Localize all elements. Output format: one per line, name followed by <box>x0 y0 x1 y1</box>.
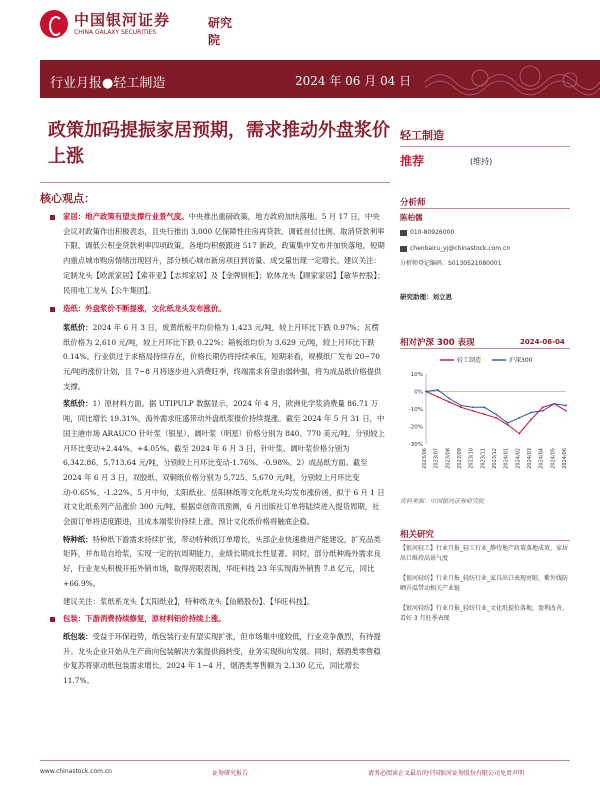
data-point <box>542 406 544 408</box>
home-headline: 家居：地产政策有望支撑行业景气度。 <box>63 212 189 221</box>
data-point <box>460 405 462 407</box>
data-point <box>495 413 497 415</box>
brand-logo <box>40 8 240 47</box>
specialty-label: 特种纸： <box>63 534 93 544</box>
paper-price-para <box>46 321 386 395</box>
packaging-headline: 包装：下游消费持续修复，原材料铝价持续上涨。 <box>63 614 226 624</box>
x-tick-label: 2024/04 <box>538 448 545 469</box>
chart-source: 资料来源：中国银河证券研究院 <box>400 498 485 505</box>
related-item[interactable]: 【银河轻纺】行业月报_轻纺行业_家具出口表现亮眼，紫外线防晒升温带动相关产业链 <box>400 575 569 592</box>
related-item[interactable]: 【银河轻工】行业月报_轻工行业_静待地产政策落地成效，家居出口维持高景气度 <box>400 545 569 562</box>
rating: 推荐 <box>400 154 425 168</box>
rating-status: (维持) <box>470 157 493 166</box>
data-point <box>553 403 555 405</box>
galaxy-logo-icon <box>40 10 68 38</box>
data-point <box>530 412 532 414</box>
x-tick-label: 2023/08 <box>445 448 452 469</box>
y-tick-label: -10% <box>408 407 423 413</box>
pulp-price-text: 1）原材料方面。据 UTIPULP 数据显示，2024 年 4 月，欧洲化学浆消费量 86.71 万吨，同比增长 19.31%，海外需求旺盛带动外盘纸浆报价持续提涨。截至 2024 年 5 月 31 日，中国主港市场 ARAUCO 针叶浆（银星）、阔叶浆（明星）价格分别为 840、770 美元/吨，分别较上月环比变动+2.44%、+4.05%。截至 2024 年 6 月 3 日，针叶浆、阔叶浆价格分别为 6,342.86、5,713.64 元/吨，分别较上月环比变动-1.76%、-0.98%。2）成品纸方面。截至 2024 年 6 月 3 日，双胶纸、双铜纸价格分别为 5,725、5,670 元/吨，分别较上月环比变动-0.65%、-1.22%。5 月中旬，太阳纸业、岳阳林纸等文化纸龙头均发布涨价函，拟于 6 月 1 日对文化纸系列产品涨价 300 元/吨，根据卓创资讯预测，6 月出版社订单将陆续进入提货周期，社会面订单将适度跟进，且成本端浆价持续上涨，预计文化纸价格将触底企稳。 <box>63 399 385 527</box>
report-title: 政策加码提振家居预期，需求推动外盘浆价上涨 <box>48 120 390 167</box>
logo-en: CHINA GALAXY SECURITIES <box>74 29 157 36</box>
footer-center: 证券研究报告 <box>212 770 249 777</box>
x-tick-label: 2024/01 <box>503 448 510 469</box>
x-tick-label: 2023/12 <box>492 448 498 469</box>
report-body <box>46 210 386 689</box>
specialty-paper-para <box>46 533 386 592</box>
x-tick-label: 2023/06 <box>422 448 428 469</box>
specialty-text: 特种纸下游需求持续扩张，带动特种纸订单增长，头部企业快速推进产能建设，扩充品类矩阵，并布局自给浆，实现一定的抗周期能力，业绩长期成长性显著。同时，部分纸种海外需求良好，行业龙头积极开拓外销市场，取得亮眼表现，华旺科技 23 年实现海外销售 7.8 亿元，同比+66.9%。 <box>63 534 381 588</box>
industry-name: 轻工制造 <box>400 129 444 142</box>
mail-icon <box>400 246 407 252</box>
rc-divider-2 <box>400 208 570 209</box>
packaging-label: 纸包装： <box>63 631 93 641</box>
data-point <box>448 398 450 400</box>
dept-label: 研究院 <box>208 16 233 47</box>
email-text: chenbairu_yj@chinastock.com.cn <box>410 245 511 252</box>
x-tick-label: 2024/06 <box>562 448 568 469</box>
research-assistant: 研究助理：刘立思 <box>400 293 452 301</box>
related-item[interactable]: 【银河轻纺】行业月报_轻纺行业_文化纸提价落地，盈利改善，看好 3 月旺季表现 <box>400 605 569 622</box>
packaging-para <box>46 630 386 689</box>
x-tick-label: 2023/07 <box>433 448 440 469</box>
legend-label: 轻工制造 <box>457 357 482 364</box>
related-heading: 相关研究 <box>400 530 435 540</box>
chart-date: 2024-06-04 <box>520 338 565 346</box>
data-point <box>483 413 485 415</box>
core-points-heading: 核心观点： <box>40 192 95 205</box>
analyst-email[interactable] <box>400 244 570 254</box>
title-divider <box>40 182 390 183</box>
logo-cn: 中国银河证券 <box>74 11 171 29</box>
report-type: 行业月报●轻工制造 <box>50 76 166 91</box>
data-point <box>565 405 567 407</box>
point-packaging <box>46 612 386 627</box>
data-point <box>472 406 474 408</box>
relative-performance-chart <box>400 352 572 492</box>
data-point <box>425 391 427 393</box>
data-point <box>518 417 520 419</box>
x-tick-label: 2024/02 <box>515 448 522 469</box>
chart-heading: 相对沪深 300 表现 <box>400 338 475 348</box>
data-point <box>483 406 485 408</box>
paper-headline: 造纸：外盘浆价不断提涨，文化纸龙头发布涨价。 <box>63 304 226 314</box>
analyst-heading: 分析师 <box>400 198 426 208</box>
data-point <box>507 422 509 424</box>
paper-price-text: 2024 年 6 月 3 日，废黄纸板平均价格为 1,423 元/吨，较上月环比下跌 0.97%；瓦楞纸价格为 2,610 元/吨，较上月环比下跌 0.22%；箱板纸均价为 3,629 元/吨，较上月环比下跌 0.14%。行业供过于求格局持续存在，价格长期仍将持续承压，短期来看，规模纸厂发布 20~70 元/吨的涨价计划，且 7~8 月将逐步进入消费旺季，终端需求有望由弱转强，将为成品纸价格提供支撑。 <box>63 322 382 391</box>
analyst-cert: 分析师登记编码：S0130521080001 <box>400 260 502 267</box>
data-point <box>448 401 450 403</box>
data-point <box>530 419 532 421</box>
x-tick-label: 2023/10 <box>468 448 475 469</box>
banner-decoration <box>420 62 600 96</box>
data-point <box>495 417 497 419</box>
phone-text: 010-80926000 <box>410 229 455 236</box>
data-point <box>472 410 474 412</box>
x-tick-label: 2023/09 <box>457 448 463 469</box>
paper-suggestion: 建议关注：浆纸系龙头【太阳纸业】，特种纸龙头【仙鹤股份】、【华旺科技】。 <box>63 596 315 606</box>
legend-label: 沪深300 <box>509 357 533 364</box>
analyst-phone <box>400 228 570 238</box>
page-footer <box>40 760 570 781</box>
home-text: 中央推出重磅政策，地方政府加快落地。5 月 17 日，中央会议对政策作出积极表态，且央行推出 3,000 亿保障性住房再贷款、调低首付比例、取消贷款利率下限、调低公积金贷款利率四项政策。各地均积极跟进 517 新政，政策集中发布并加快落地，短期内重点城市购房情绪出现回升，部分核心城市新房项目到访量、成交量出现一定增长。建议关注：定制龙头【欧派家居】【索菲亚】【志邦家居】及【金牌厨柜】；软体龙头【顾家家居】【敏华控股】；民用电工龙头【公牛集团】。 <box>63 212 385 295</box>
footer-website[interactable]: www.chinastock.com.cn <box>40 768 112 775</box>
y-tick-label: 10% <box>410 372 423 378</box>
rc-divider-3 <box>400 348 570 349</box>
data-point <box>507 424 509 426</box>
paper-price-label: 浆纸价： <box>63 322 93 332</box>
packaging-text: 受益于环保趋势，纸包装行业有望实现扩张，但市场集中度较低，行业竞争激烈，有待提升。龙头企业开始从生产商向包装解决方案提供商转变，业务实现纵向发展。同时，烟酒类零售稳步复苏将驱动纸包装需求增长。2024 年 1~4 月，烟酒类零售额为 2,130 亿元，同比增长 11.7%。 <box>63 631 381 686</box>
data-point <box>518 433 520 435</box>
y-tick-label: -30% <box>408 442 423 448</box>
data-point <box>437 396 439 398</box>
point-home <box>46 210 386 298</box>
rc-divider-4 <box>400 540 570 541</box>
analyst-name: 陈柏儒 <box>400 213 423 222</box>
report-date: 2024 年 06 月 04 日 <box>295 74 412 88</box>
x-tick-label: 2023/11 <box>480 448 487 469</box>
phone-icon <box>400 230 407 236</box>
y-tick-label: -20% <box>408 424 423 431</box>
point-paper <box>46 302 386 317</box>
y-tick-label: 0% <box>414 389 423 396</box>
footer-disclaimer: 请务必阅读正文最后的中国银河证券股份有限公司免责声明 <box>368 770 525 777</box>
report-banner <box>40 60 600 98</box>
data-point <box>542 410 544 412</box>
pulp-price-label: 浆纸价： <box>63 399 93 409</box>
x-tick-label: 2024/05 <box>550 448 557 469</box>
series-line-0 <box>426 392 566 434</box>
data-point <box>565 410 567 412</box>
data-point <box>437 389 439 391</box>
data-point <box>460 406 462 408</box>
pulp-price-para <box>46 397 386 529</box>
rc-divider-1 <box>400 146 570 147</box>
x-tick-label: 2024/03 <box>527 448 533 469</box>
